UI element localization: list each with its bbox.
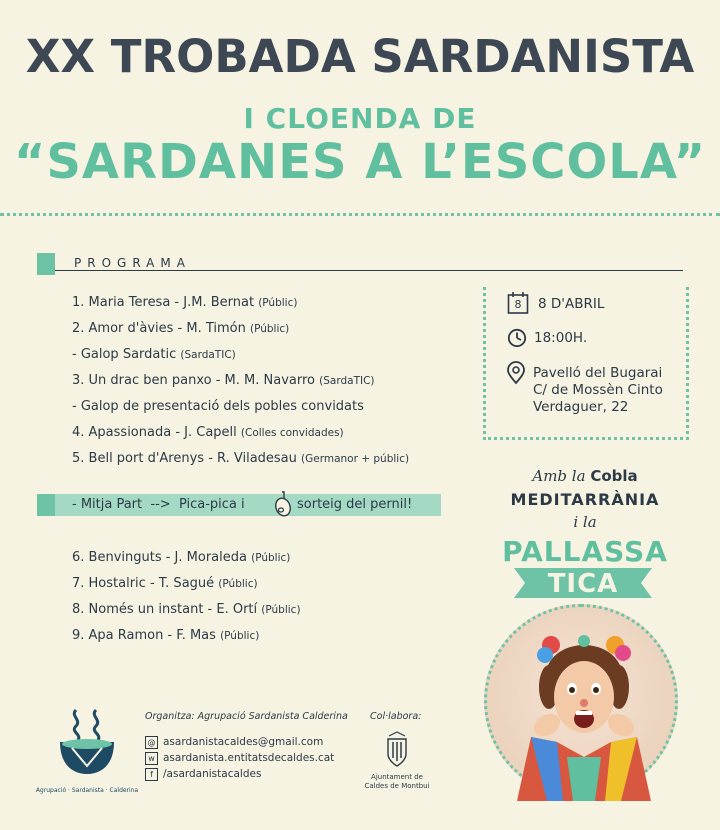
organizer-logo-icon [35,704,139,799]
organizer-text: Organitza: Agrupació Sardanista Calderina [145,711,348,722]
programa-rule [55,270,683,271]
tica-name: TICA [547,569,619,599]
pallassa-title: PALLASSA [502,535,668,568]
ajuntament-crest-icon [385,730,409,770]
list-item: 1. Maria Teresa - J.M. Bernat (Públic) [72,295,298,310]
event-title: XX TROBADA SARDANISTA [25,30,695,83]
clown-illustration [487,607,681,801]
list-item: 4. Apassionada - J. Capell (Colles convidades) [72,425,344,440]
organizer-logo-text: Agrupació · Sardanista · Calderina [35,787,139,794]
clown-photo [484,604,678,798]
list-item: 7. Hostalric - T. Sagué (Públic) [72,576,258,591]
event-place-line2: C/ de Mossèn Cinto [533,382,663,398]
event-subtitle-2: “SARDANES A L’ESCOLA” [13,134,707,190]
ham-icon [272,490,294,518]
list-item: 9. Apa Ramon - F. Mas (Públic) [72,628,260,643]
contact-email[interactable]: @ asardanistacaldes@gmail.com [163,736,323,748]
event-subtitle-1: I CLOENDA DE [243,102,477,135]
list-item: 6. Benvinguts - J. Moraleda (Públic) [72,550,291,565]
programa-marker [37,253,55,275]
interval-marker [37,494,55,516]
list-item: 5. Bell port d'Arenys - R. Viladesau (Germanor + públic) [72,451,410,466]
clock-icon [507,328,527,348]
header-divider [0,213,720,216]
interval-text-raffle: sorteig del pernil! [297,497,413,512]
cobla-name: MEDITARRÀNIA [510,490,660,509]
at-icon: @ [145,736,158,749]
list-item: 8. Només un instant - E. Ortí (Públic) [72,602,301,617]
location-pin-icon [506,362,526,384]
list-item: 2. Amor d'àvies - M. Timón (Públic) [72,321,290,336]
i-la: i la [573,513,597,531]
event-place-line3: Verdaguer, 22 [533,399,629,415]
web-icon: w [145,752,158,765]
contact-web[interactable]: w asardanista.entitatsdecaldes.cat [163,752,334,764]
programa-label: PROGRAMA [74,256,191,270]
facebook-icon: f [145,768,158,781]
event-date: 8 D'ABRIL [538,296,605,312]
interval-text: - Mitja Part --> Pica-pica i [72,497,245,512]
ajuntament-line1: Ajuntament de [371,773,423,781]
list-item: - Galop Sardatic (SardaTIC) [72,347,236,362]
event-place-line1: Pavelló del Bugarai [533,365,663,381]
ajuntament-line2: Caldes de Montbui [364,782,430,790]
list-item: - Galop de presentació dels pobles convidats [72,399,364,414]
list-item: 3. Un drac ben panxo - M. M. Navarro (SardaTIC) [72,373,375,388]
contact-facebook[interactable]: f /asardanistacaldes [163,768,261,780]
event-time: 18:00H. [534,330,588,346]
cobla-intro: Amb la Cobla [532,467,638,485]
collaborator-label: Col·labora: [370,711,422,722]
calendar-day: 8 [514,298,522,311]
